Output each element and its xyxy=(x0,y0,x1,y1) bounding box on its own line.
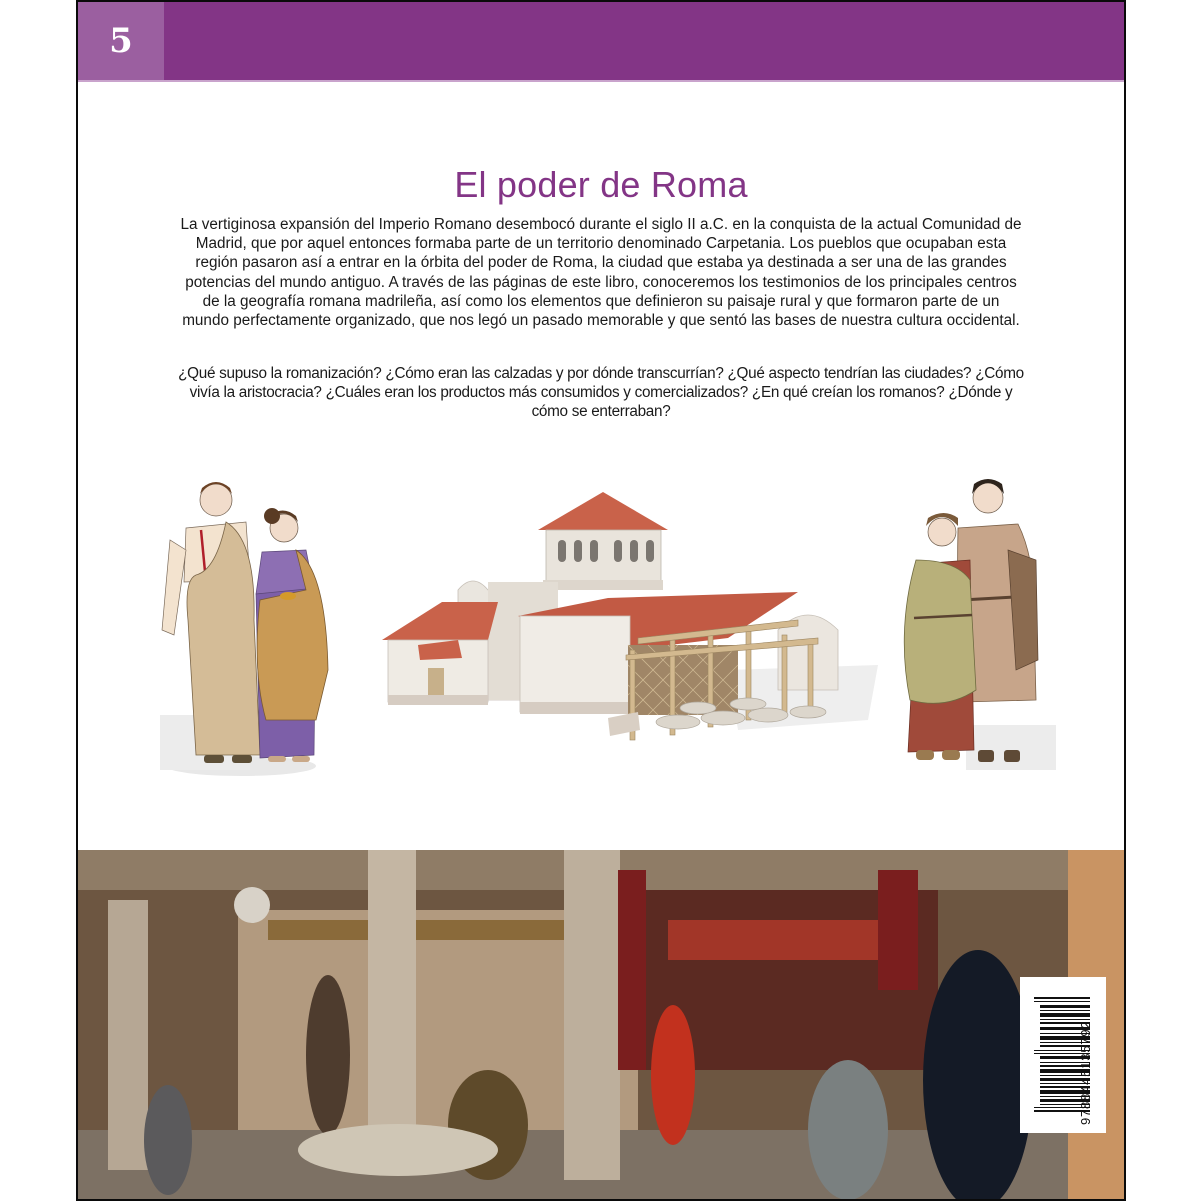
intro-paragraph: La vertiginosa expansión del Imperio Romano desembocó durante el siglo II a.C. en la conquista de la actual Comunidad de Madrid, que por aquel entonces formaba parte de un territorio denominado Carpetania. Los pueblos que ocupaban esta región pasaron así a entrar en la órbita del poder de Roma, la ciudad que estaba ya destinada a ser una de las grandes potencias del mundo antiguo. A través de las páginas de este libro, conoceremos los testimonios de los principales centros de la geografía romana madrileña, así como los elementos que definieron su paisaje rural y que formaron parte de un mundo perfectamente organizado, que nos legó un pasado memorable y que sentó las bases de nuestra cultura occidental. xyxy=(180,216,1022,329)
roman-domus-photograph xyxy=(78,850,1124,1201)
barcode-bars-icon xyxy=(1020,977,1106,1133)
roman-building-illustration xyxy=(378,490,878,748)
domus-scene-illustration xyxy=(78,850,1124,1201)
chapter-header-band xyxy=(78,2,1124,82)
commoner-couple-illustration xyxy=(886,470,1066,780)
page-title: El poder de Roma xyxy=(454,164,748,206)
chapter-number: 5 xyxy=(109,21,133,61)
chapter-number-box xyxy=(78,2,164,80)
patrician-couple-illustration xyxy=(156,470,356,780)
back-cover-page xyxy=(76,0,1126,1201)
questions-paragraph: ¿Qué supuso la romanización? ¿Cómo eran las calzadas y por dónde transcurrían? ¿Qué aspecto tendrían las ciudades? ¿Cómo vivía la aristocracia? ¿Cuáles eran los productos más consumidos y comercializados? ¿En qué creían los romanos? ¿Dónde y cómo se enterraban? xyxy=(178,365,1024,421)
isbn-barcode xyxy=(1020,977,1106,1133)
isbn-number: 9788445135792 xyxy=(1078,1020,1093,1125)
